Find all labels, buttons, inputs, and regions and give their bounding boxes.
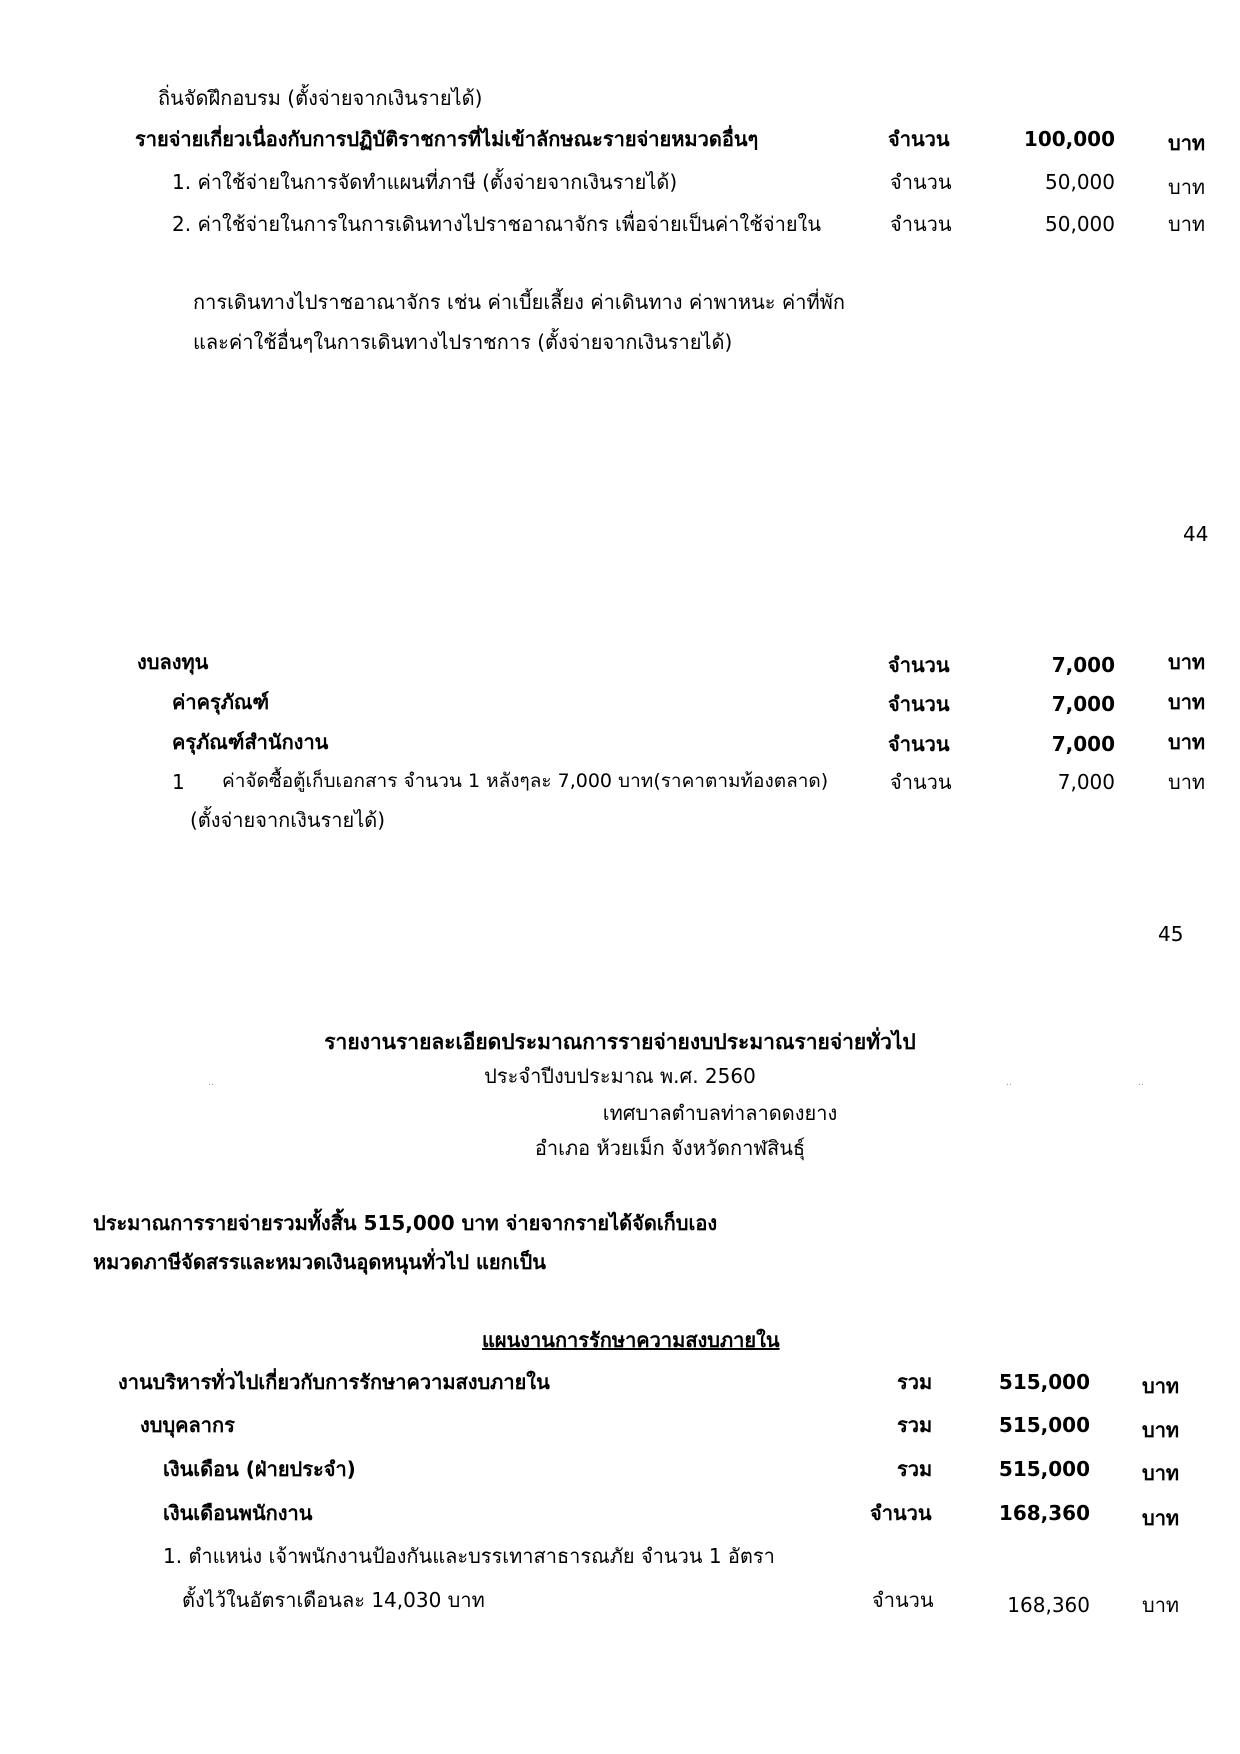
scan-artifact: ‥ [1138,1078,1145,1088]
item1-qty: จำนวน [890,170,952,194]
staff-salary-amount: 168,360 [998,1501,1090,1525]
summary-line-1: ประมาณการรายจ่ายรวมทั้งสิ้น 515,000 บาท จ่ายจากรายได้จัดเก็บเอง [93,1211,718,1235]
staff-salary-qty: จำนวน [870,1501,932,1525]
salary-amount: 515,000 [998,1457,1090,1481]
cabinet-item-label: ค่าจัดซื้อตู้เก็บเอกสาร จำนวน 1 หลังๆละ 7,000 บาท(ราคาตามท้องตลาด) [222,770,829,792]
equipment-label: ค่าครุภัณฑ์ [172,690,270,714]
personnel-amount: 515,000 [998,1413,1090,1437]
item1-unit: บาท [1168,175,1206,199]
capital-qty: จำนวน [888,653,950,677]
position-rate-unit: บาท [1142,1593,1180,1617]
item2-amount: 50,000 [1045,212,1115,236]
office-equipment-qty: จำนวน [888,732,950,756]
personnel-unit: บาท [1142,1418,1180,1442]
position-rate-label: ตั้งไว้ในอัตราเดือนละ 14,030 บาท [182,1588,485,1612]
capital-amount: 7,000 [1051,653,1115,677]
cabinet-item-qty: จำนวน [890,770,952,794]
page-number: 44 [1183,522,1209,546]
office-equipment-label: ครุภัณฑ์สำนักงาน [172,730,329,754]
staff-salary-label: เงินเดือนพนักงาน [163,1501,313,1525]
work-amount: 515,000 [998,1370,1090,1394]
item1-label: 1. ค่าใช้จ่ายในการจัดทำแผนที่ภาษี (ตั้งจ่ายจากเงินรายได้) [172,170,678,194]
position-line: 1. ตำแหน่ง เจ้าพนักงานป้องกันและบรรเทาสาธารณภัย จำนวน 1 อัตรา [163,1544,775,1568]
summary-line-2: หมวดภาษีจัดสรรและหมวดเงินอุดหนุนทั่วไป แยกเป็น [93,1250,546,1274]
personnel-qty: รวม [897,1413,933,1437]
item2-continuation-1: การเดินทางไปราชอาณาจักร เช่น ค่าเบี้ยเลี้ยง ค่าเดินทาง ค่าพาหนะ ค่าที่พัก [193,290,845,314]
office-equipment-amount: 7,000 [1051,732,1115,756]
work-unit: บาท [1142,1374,1180,1398]
work-label: งานบริหารทั่วไปเกี่ยวกับการรักษาความสงบภายใน [118,1370,550,1394]
office-equipment-unit: บาท [1168,730,1206,754]
salary-qty: รวม [897,1457,933,1481]
report-subtitle-org: เทศบาลตำบลท่าลาดดงยาง [602,1101,838,1125]
page-number: 45 [1158,922,1184,946]
salary-unit: บาท [1142,1461,1180,1485]
equipment-qty: จำนวน [888,692,950,716]
misc-heading-amount: 100,000 [1023,127,1115,151]
equipment-unit: บาท [1168,690,1206,714]
cabinet-item-number: 1 [172,770,185,794]
position-rate-amount: 168,360 [1007,1593,1090,1617]
misc-heading-unit: บาท [1168,131,1206,155]
item2-qty: จำนวน [890,212,952,236]
item2-unit: บาท [1168,212,1206,236]
cabinet-item-amount: 7,000 [1057,770,1115,794]
continued-line: ถิ่นจัดฝึกอบรม (ตั้งจ่ายจากเงินรายได้) [158,86,483,110]
scan-artifact: ‥ [208,1078,215,1088]
capital-label: งบลงทุน [137,650,209,674]
cabinet-item-unit: บาท [1168,770,1206,794]
position-rate-qty: จำนวน [872,1588,934,1612]
staff-salary-unit: บาท [1142,1506,1180,1530]
salary-label: เงินเดือน (ฝ่ายประจำ) [163,1457,356,1481]
item1-amount: 50,000 [1045,170,1115,194]
scan-artifact: ‥ [1006,1078,1013,1088]
equipment-amount: 7,000 [1051,692,1115,716]
capital-unit: บาท [1168,650,1206,674]
cabinet-item-continuation: (ตั้งจ่ายจากเงินรายได้) [190,808,386,832]
personnel-label: งบบุคลากร [140,1413,235,1437]
report-subtitle-year: ประจำปีงบประมาณ พ.ศ. 2560 [484,1064,756,1088]
report-title: รายงานรายละเอียดประมาณการรายจ่ายงบประมาณรายจ่ายทั่วไป [324,1030,916,1054]
work-qty: รวม [897,1370,933,1394]
misc-heading-label: รายจ่ายเกี่ยวเนื่องกับการปฏิบัติราชการที่ไม่เข้าลักษณะรายจ่ายหมวดอื่นๆ [135,127,759,151]
item2-label: 2. ค่าใช้จ่ายในการในการเดินทางไปราชอาณาจักร เพื่อจ่ายเป็นค่าใช้จ่ายใน [172,212,821,236]
misc-heading-qty: จำนวน [888,127,950,151]
plan-heading: แผนงานการรักษาความสงบภายใน [482,1328,780,1352]
report-subtitle-location: อำเภอ ห้วยเม็ก จังหวัดกาฬสินธุ์ [534,1136,806,1160]
item2-continuation-2: และค่าใช้อื่นๆในการเดินทางไปราชการ (ตั้งจ่ายจากเงินรายได้) [193,330,733,354]
